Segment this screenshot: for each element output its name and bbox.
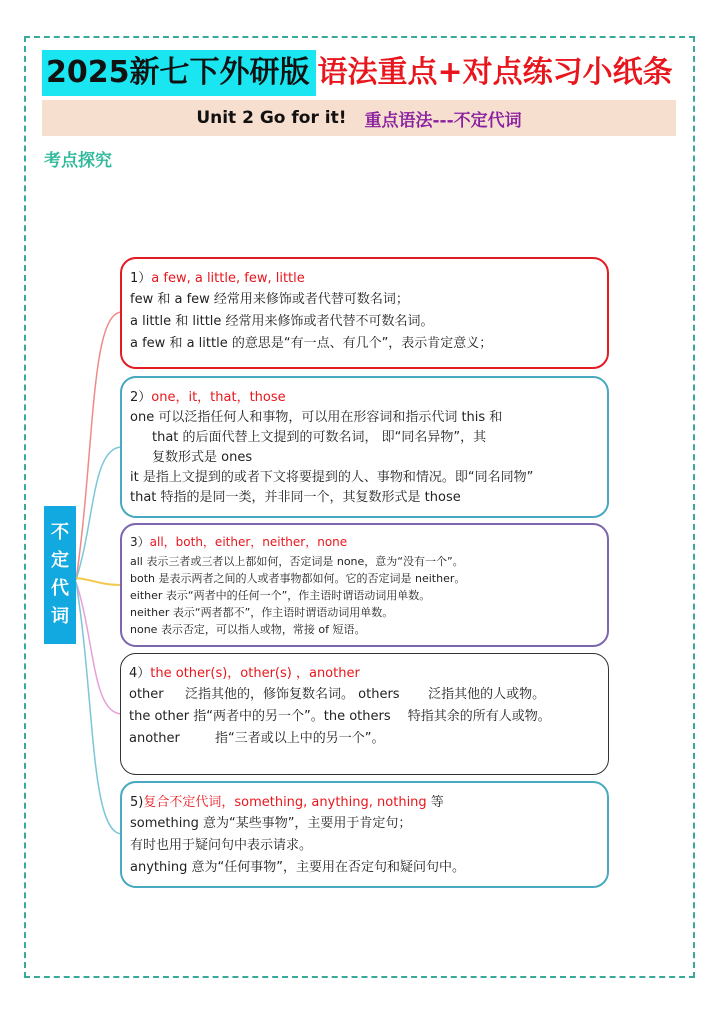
box-heading: 3）all，both，either，neither，none <box>130 535 348 549</box>
connector-5 <box>76 582 122 834</box>
box-heading: 4）the other(s)，other(s) ，another <box>129 666 360 681</box>
box-other-another <box>120 653 609 775</box>
box-line: 有时也用于疑问句中表示请求。 <box>130 838 313 853</box>
title-red: 语法重点+对点练习小纸条 <box>317 55 673 90</box>
box-line: the other 指“两者中的另一个”。the others 特指其余的所有人或物。 <box>129 709 551 724</box>
box-line: a few 和 a little 的意思是“有一点、有几个”，表示肯定意义； <box>130 336 493 351</box>
section-label: 考点探究 <box>44 151 112 171</box>
box-heading: 1）a few, a little, few, little <box>130 271 305 286</box>
box-line: either 表示“两者中的任何一个”，作主语时谓语动词用单数。 <box>130 589 431 602</box>
connector-2 <box>76 447 122 580</box>
title-highlighted: 2025新七下外研版 <box>42 50 316 96</box>
unit-title: Unit 2 Go for it! <box>196 108 347 128</box>
box-line: neither 表示“两者都不”，作主语时谓语动词用单数。 <box>130 606 394 619</box>
box-line: something 意为“某些事物”，主要用于肯定句； <box>130 816 412 831</box>
box-line: a little 和 little 经常用来修饰或者代替不可数名词。 <box>130 314 434 329</box>
box-line: another 指“三者或以上中的另一个”。 <box>129 731 385 746</box>
connector-3 <box>76 578 122 585</box>
box-line: anything 意为“任何事物”，主要用在否定句和疑问句中。 <box>130 860 465 875</box>
box-line: none 表示否定，可以指人或物，常接 of 短语。 <box>130 623 366 636</box>
box-a-few-a-little <box>120 257 609 369</box>
connector-1 <box>76 312 122 580</box>
box-line: that 的后面代替上文提到的可数名词， 即“同名异物”，其 <box>152 430 487 445</box>
box-one-it-that-those <box>120 376 609 518</box>
box-line: that 特指的是同一类，并非同一个，其复数形式是 those <box>130 490 461 505</box>
grammar-topic: 重点语法---不定代词 <box>364 110 522 131</box>
box-line: 复数形式是 ones <box>152 450 253 465</box>
box-line: both 是表示两者之间的人或者事物都如何。它的否定词是 neither。 <box>130 572 466 585</box>
box-line: other 泛指其他的，修饰复数名词。 others 泛指其他的人或物。 <box>129 687 546 702</box>
box-all-both-either <box>120 523 609 647</box>
mindmap-root-label: 不 定 代 词 <box>44 506 76 644</box>
box-line: it 是指上文提到的或者下文将要提到的人、事物和情况。即“同名同物” <box>130 470 534 485</box>
box-line: one 可以泛指任何人和事物，可以用在形容词和指示代词 this 和 <box>130 410 503 425</box>
connector-4 <box>76 582 122 714</box>
box-compound-pronouns <box>120 781 609 888</box>
box-heading: 5)复合不定代词，something, anything, nothing 等 <box>130 795 444 810</box>
box-heading: 2）one，it，that，those <box>130 390 286 405</box>
box-line: few 和 a few 经常用来修饰或者代替可数名词； <box>130 292 409 307</box>
box-line: all 表示三者或三者以上都如何，否定词是 none，意为“没有一个”。 <box>130 555 464 568</box>
